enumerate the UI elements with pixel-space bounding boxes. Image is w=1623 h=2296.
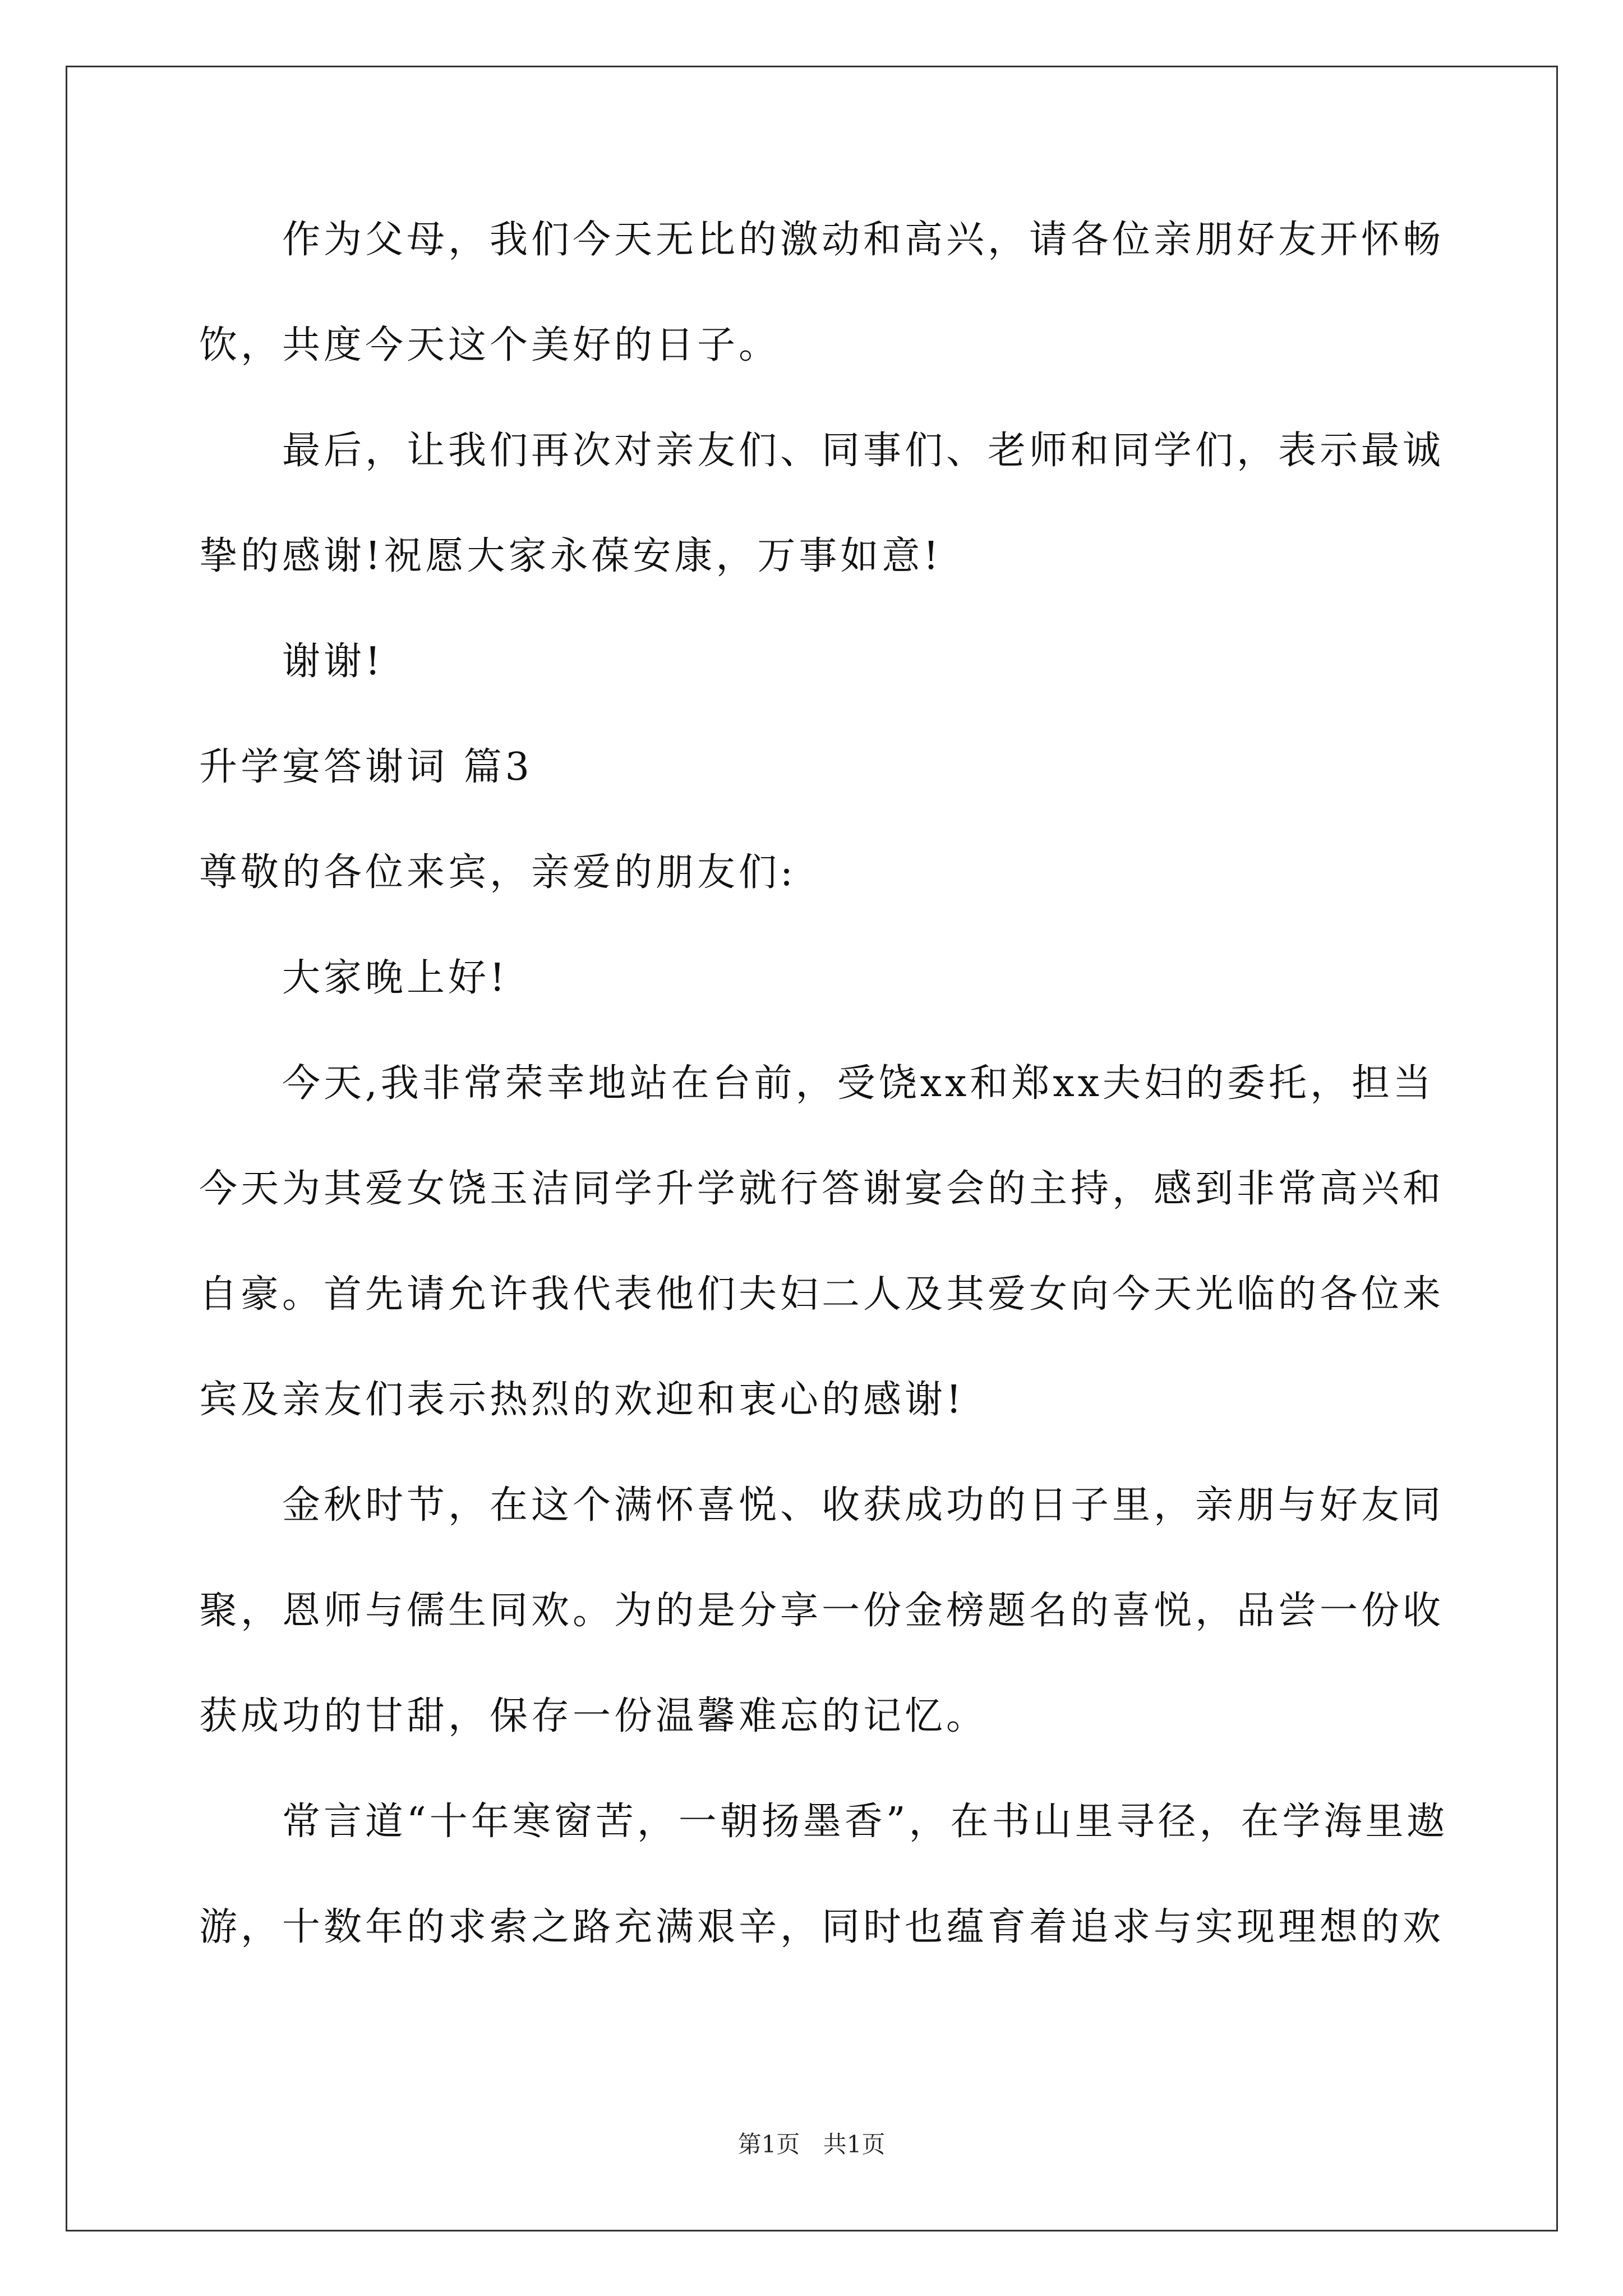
paragraph-line: 作为父母，我们今天无比的激动和高兴，请各位亲朋好友开怀畅: [282, 218, 1445, 262]
paragraph-line: 宾及亲友们表示热烈的欢迎和衷心的感谢!: [199, 1378, 965, 1422]
paragraph-line: 获成功的甘甜，保存一份温馨难忘的记忆。: [199, 1694, 988, 1738]
paragraph-line: 游，十数年的求索之路充满艰辛，同时也蕴育着追求与实现理想的欢: [199, 1905, 1445, 1949]
paragraph-line: 今天,我非常荣幸地站在台前，受饶xx和郑xx夫妇的委托，担当: [282, 1061, 1435, 1106]
paragraph-line: 今天为其爱女饶玉洁同学升学就行答谢宴会的主持，感到非常高兴和: [199, 1167, 1445, 1211]
paragraph-line: 聚，恩师与儒生同欢。为的是分享一份金榜题名的喜悦，品尝一份收: [199, 1589, 1445, 1633]
salutation-line: 尊敬的各位来宾，亲爱的朋友们:: [199, 850, 796, 895]
paragraph-line: 自豪。首先请允许我代表他们夫妇二人及其爱女向今天光临的各位来: [199, 1272, 1445, 1317]
paragraph-line: 常言道“十年寒窗苦，一朝扬墨香”，在书山里寻径，在学海里遨: [282, 1800, 1449, 1844]
paragraph-line: 挚的感谢!祝愿大家永葆安康，万事如意!: [199, 534, 942, 578]
paragraph-line: 金秋时节，在这个满怀喜悦、收获成功的日子里，亲朋与好友同: [282, 1483, 1445, 1527]
paragraph-line: 大家晚上好!: [282, 956, 509, 1000]
page-number: 第1页: [737, 2131, 800, 2158]
page-footer: [0, 2126, 1623, 2160]
page-total: 共1页: [823, 2131, 886, 2158]
section-heading: 升学宴答谢词 篇3: [199, 745, 533, 789]
paragraph-line: 饮，共度今天这个美好的日子。: [199, 323, 781, 367]
document-body: [199, 213, 1449, 1954]
paragraph-line: 最后，让我们再次对亲友们、同事们、老师和同学们，表示最诚: [282, 429, 1445, 473]
paragraph-line: 谢谢!: [282, 639, 384, 684]
